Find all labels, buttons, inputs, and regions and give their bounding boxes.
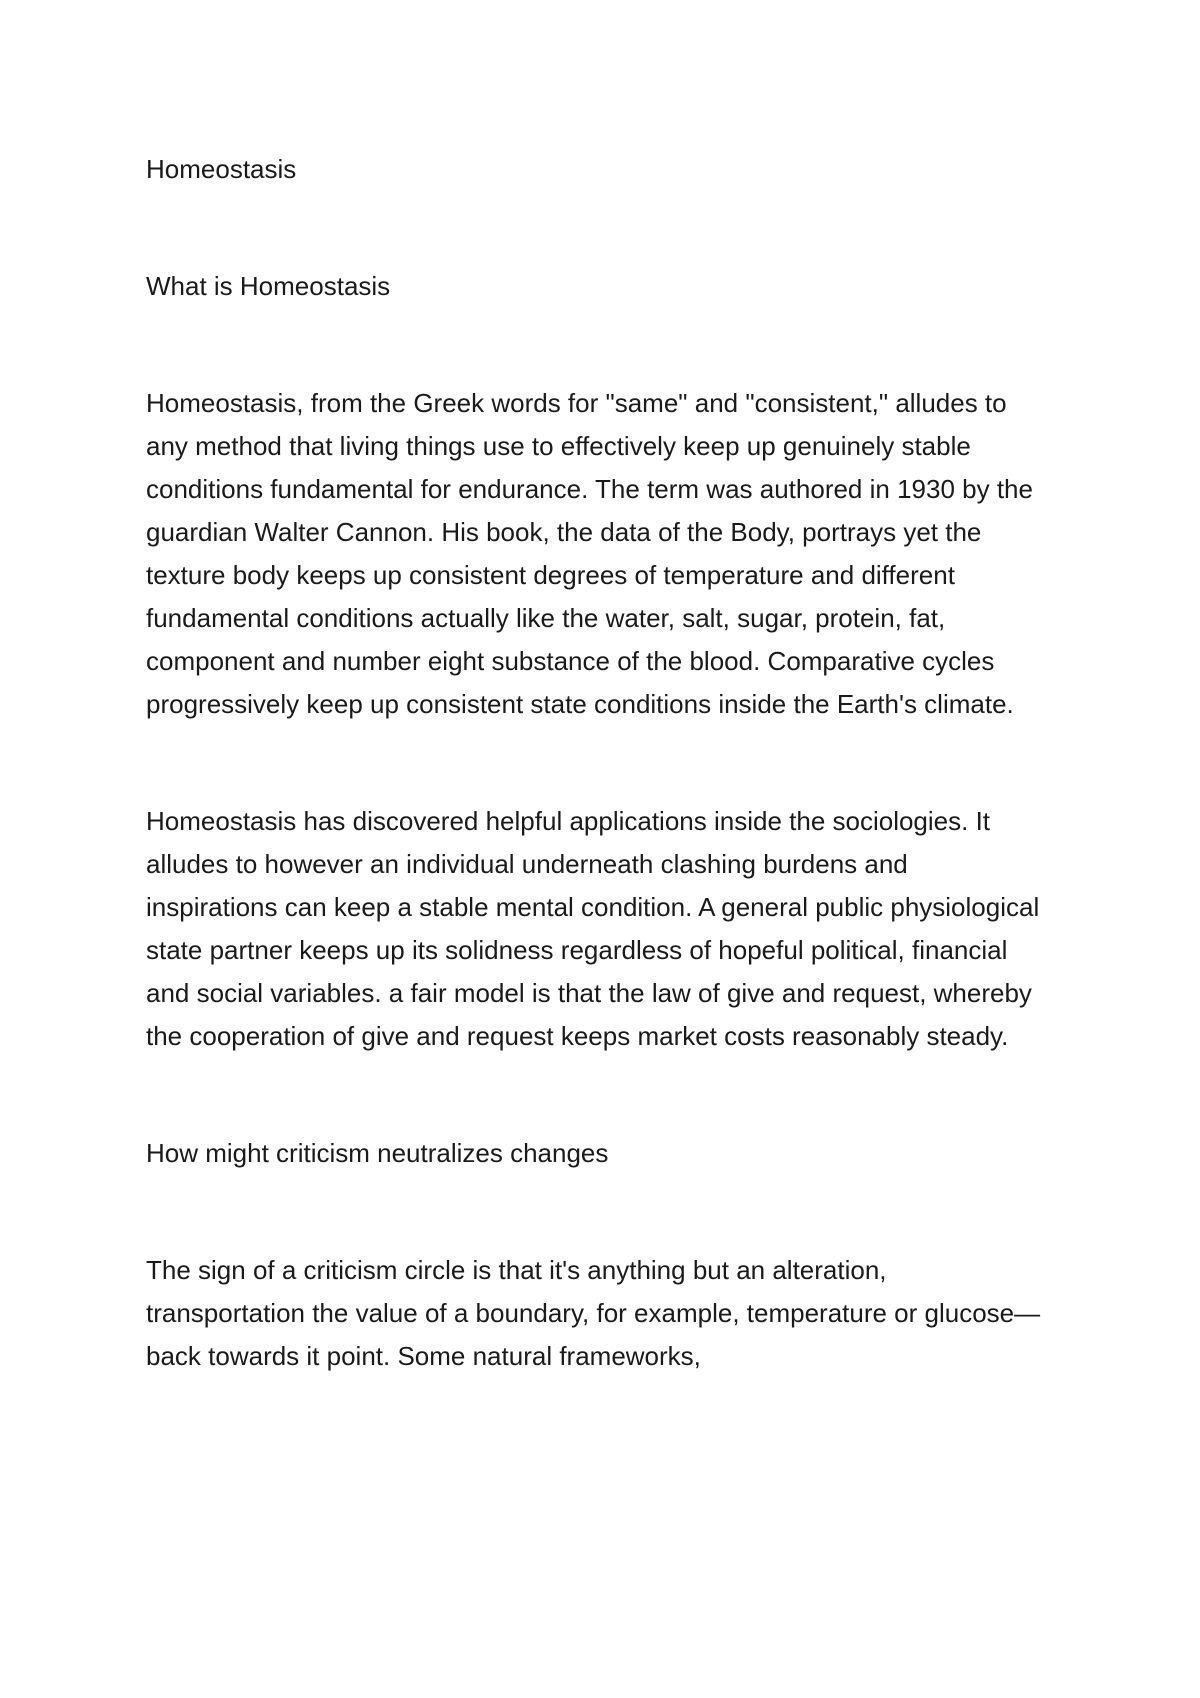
document-title: Homeostasis: [146, 154, 297, 184]
document-body: [146, 148, 1046, 1378]
section-heading-criticism: How might criticism neutralizes changes: [146, 1138, 609, 1168]
paragraph-feedback-loop: The sign of a criticism circle is that it's anything but an alteration, transportation the value of a boundary, for example, temperature or glucose—back towards it point. Some natural frameworks,: [146, 1255, 1041, 1371]
paragraph-social-applications: Homeostasis has discovered helpful applications inside the sociologies. It alludes to however an individual underneath clashing burdens and inspirations can keep a stable mental condition. A general public physiological state partner keeps up its solidness regardless of hopeful political, financial and social variables. a fair model is that the law of give and request, whereby the cooperation of give and request keeps market costs reasonably steady.: [146, 806, 1040, 1051]
paragraph-definition: Homeostasis, from the Greek words for "same" and "consistent," alludes to any method that living things use to effectively keep up genuinely stable conditions fundamental for endurance. The term was authored in 1930 by the guardian Walter Cannon. His book, the data of the Body, portrays yet the texture body keeps up consistent degrees of temperature and different fundamental conditions actually like the water, salt, sugar, protein, fat, component and number eight substance of the blood. Comparative cycles progressively keep up consistent state conditions inside the Earth's climate.: [146, 388, 1033, 719]
section-heading-what-is-homeostasis: What is Homeostasis: [146, 271, 391, 301]
